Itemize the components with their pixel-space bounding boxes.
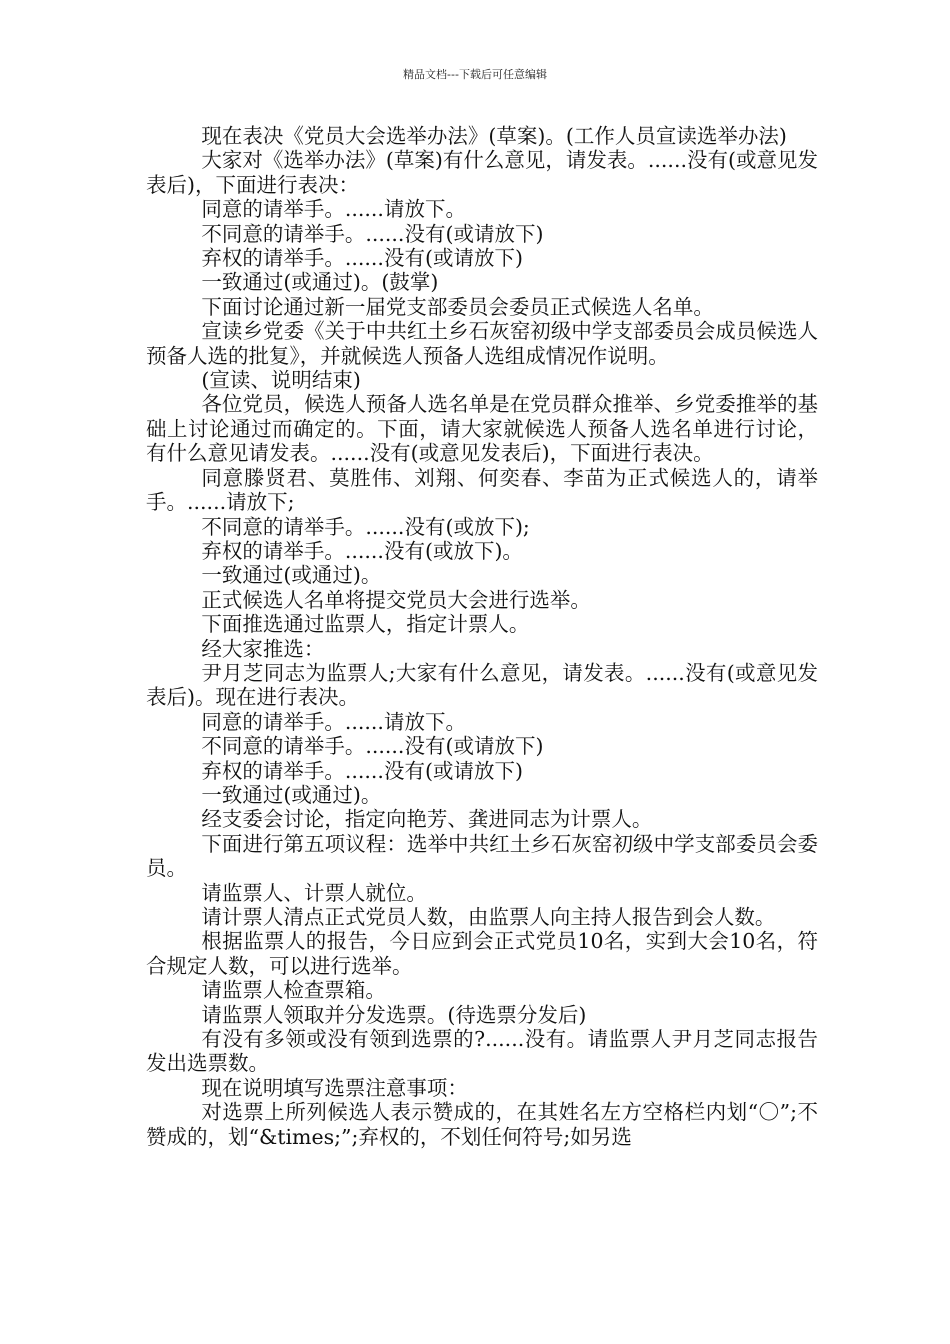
paragraph: 正式候选人名单将提交党员大会进行选举。 [201,587,591,612]
paragraph: (宣读、说明结束) [201,368,361,393]
paragraph: 一致通过(或通过)。 [201,563,382,588]
paragraph: 有没有多领或没有领到选票的?......没有。请监票人尹月芝同志报告发出选票数。 [146,1027,818,1076]
document-body [146,124,818,1149]
paragraph: 不同意的请举手。......没有(或请放下) [201,734,544,759]
paragraph: 下面推选通过监票人，指定计票人。 [201,612,530,637]
paragraph: 请监票人领取并分发选票。(待选票分发后) [201,1002,587,1027]
paragraph: 根据监票人的报告，今日应到会正式党员10名，实到大会10名，符合规定人数，可以进行选举。 [146,929,818,978]
paragraph: 弃权的请举手。......没有(或放下)。 [201,538,523,563]
paragraph: 尹月芝同志为监票人;大家有什么意见，请发表。......没有(或意见发表后)。现在进行表决。 [146,660,818,710]
paragraph: 一致通过(或通过)。(鼓掌) [201,270,439,295]
paragraph: 请监票人、计票人就位。 [201,880,427,905]
paragraph: 同意的请举手。......请放下。 [201,709,466,734]
paragraph: 现在表决《党员大会选举办法》(草案)。(工作人员宣读选举办法) [201,124,787,148]
paragraph: 经大家推选： [201,636,325,661]
paragraph: 请监票人检查票箱。 [201,978,386,1003]
paragraph: 各位党员，候选人预备人选名单是在党员群众推举、乡党委推举的基础上讨论通过而确定的。下面，请大家就候选人预备人选名单进行讨论，有什么意见请发表。......没有(或意见发表后)，下面进行表决。 [146,392,818,466]
paragraph: 请计票人清点正式党员人数，由监票人向主持人报告到会人数。 [201,905,776,929]
paragraph: 宣读乡党委《关于中共红土乡石灰窑初级中学支部委员会成员候选人预备人选的批复》，并就候选人预备人选组成情况作说明。 [146,319,818,368]
paragraph: 同意滕贤君、莫胜伟、刘翔、何奕春、李苗为正式候选人的，请举手。......请放下; [146,465,818,515]
paragraph: 对选票上所列候选人表示赞成的，在其姓名左方空格栏内划“〇”;不赞成的，划“&times;”;弃权的，不划任何符号;如另选 [146,1100,818,1149]
paragraph: 不同意的请举手。......没有(或放下); [201,514,530,539]
paragraph: 下面进行第五项议程：选举中共红土乡石灰窑初级中学支部委员会委员。 [146,831,818,881]
paragraph: 弃权的请举手。......没有(或请放下) [201,758,523,783]
paragraph: 下面讨论通过新一届党支部委员会委员正式候选人名单。 [201,294,714,319]
paragraph: 现在说明填写选票注意事项： [201,1075,468,1100]
paragraph: 不同意的请举手。......没有(或请放下) [201,221,544,246]
paragraph: 经支委会讨论，指定向艳芳、龚进同志为计票人。 [201,807,653,832]
paragraph: 大家对《选举办法》(草案)有什么意见，请发表。......没有(或意见发表后)，下面进行表决： [146,148,818,197]
paragraph: 弃权的请举手。......没有(或请放下) [201,246,523,271]
page-header: 精品文档---下载后可任意编辑 [403,68,547,81]
paragraph: 同意的请举手。......请放下。 [201,197,466,222]
paragraph: 一致通过(或通过)。 [201,782,382,807]
